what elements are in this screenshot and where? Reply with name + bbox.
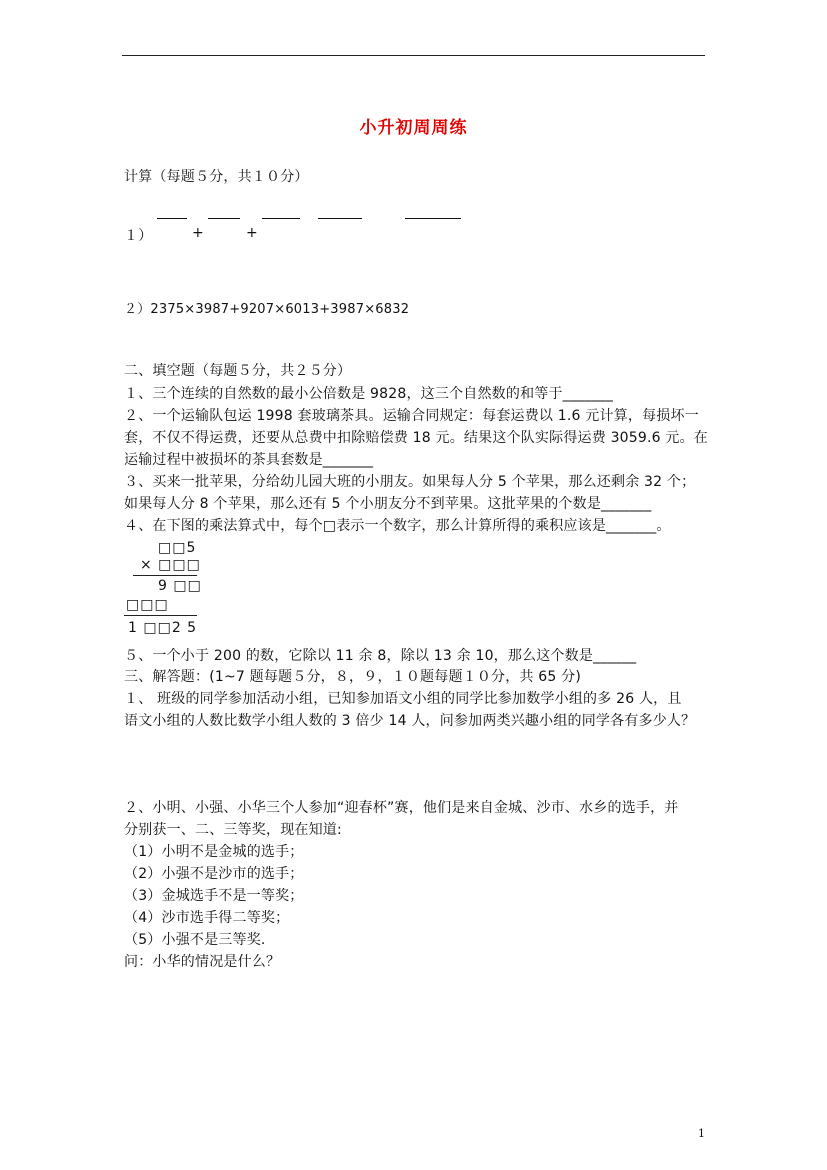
fill-q2-line3: 运输过程中被损坏的茶具套数是_______ [124, 452, 374, 468]
final-question: 问：小华的情况是什么？ [124, 954, 281, 970]
mult-rule-1 [133, 575, 197, 576]
mult-row3: 9 □□ [158, 578, 202, 594]
solve-q1-line2: 语文小组的人数比数学小组人数的 3 倍少 14 人，问参加两类兴趣小组的同学各有多少人？ [124, 713, 696, 729]
fraction-bar-1 [157, 218, 187, 219]
q1-label: １） [124, 228, 153, 244]
section3-heading: 三、解答题：(1~7 题每题５分，８，９，１０题每题１０分，共 65 分) [124, 669, 582, 685]
fraction-bar-4 [318, 218, 362, 219]
fill-q4: ４、在下图的乘法算式中，每个□表示一个数字，那么计算所得的乘积应该是_______。 [124, 518, 671, 534]
solve-q2-line2: 分别获一、二、三等奖，现在知道: [124, 822, 342, 838]
fill-q2-line2: 套，不仅不得运费，还要从总费中扣除赔偿费 18 元。结果这个队实际得运费 3059.6 元。在 [124, 430, 708, 446]
mult-row5: 1 □□2 5 [128, 620, 198, 636]
fill-q3-line2: 如果每人分 8 个苹果，那么还有 5 个小朋友分不到苹果。这批苹果的个数是_______ [124, 496, 652, 512]
page-title: 小升初周周练 [359, 118, 468, 138]
fraction-bar-5 [405, 218, 461, 219]
mult-row1: □□5 [158, 540, 197, 556]
fill-q5: ５、一个小于 200 的数，它除以 11 余 8，除以 13 余 10，那么这个数是______ [124, 648, 637, 664]
plus-sign-2: + [246, 225, 258, 241]
header-rule [122, 55, 705, 56]
mult-row4: □□□ [126, 597, 169, 613]
mult-row2: × □□□ [140, 557, 201, 573]
condition-3: （3）金城选手不是一等奖； [124, 888, 304, 904]
page-number: 1 [698, 1127, 705, 1140]
plus-sign-1: + [192, 225, 204, 241]
fraction-bar-2 [208, 218, 240, 219]
fill-q3-line1: ３、买来一批苹果，分给幼儿园大班的小朋友。如果每人分 5 个苹果，那么还剩余 32 个； [124, 474, 696, 490]
condition-1: （1）小明不是金城的选手； [124, 844, 304, 860]
solve-q1-line1: １、 班级的同学参加活动小组，已知参加语文小组的同学比参加数学小组的多 26 人，且 [124, 691, 682, 707]
section1-heading: 计算（每题５分，共１０分） [124, 169, 309, 185]
condition-5: （5）小强不是三等奖. [124, 932, 266, 948]
solve-q2-line1: ２、小明、小强、小华三个人参加“迎春杯”赛，他们是来自金城、沙市、水乡的选手，并 [124, 800, 679, 816]
section2-heading: 二、填空题（每题５分，共２５分） [124, 363, 352, 379]
fill-q2-line1: ２、一个运输队包运 1998 套玻璃茶具。运输合同规定：每套运费以 1.6 元计算，每损坏一 [124, 408, 699, 424]
fill-q1: １、三个连续的自然数的最小公倍数是 9828，这三个自然数的和等于_______ [124, 386, 614, 402]
fraction-bar-3 [262, 218, 300, 219]
condition-2: （2）小强不是沙市的选手； [124, 866, 304, 882]
mult-rule-2 [124, 615, 197, 616]
condition-4: （4）沙市选手得二等奖； [124, 910, 290, 926]
q2-expression: ２）2375×3987+9207×6013+3987×6832 [124, 302, 410, 317]
